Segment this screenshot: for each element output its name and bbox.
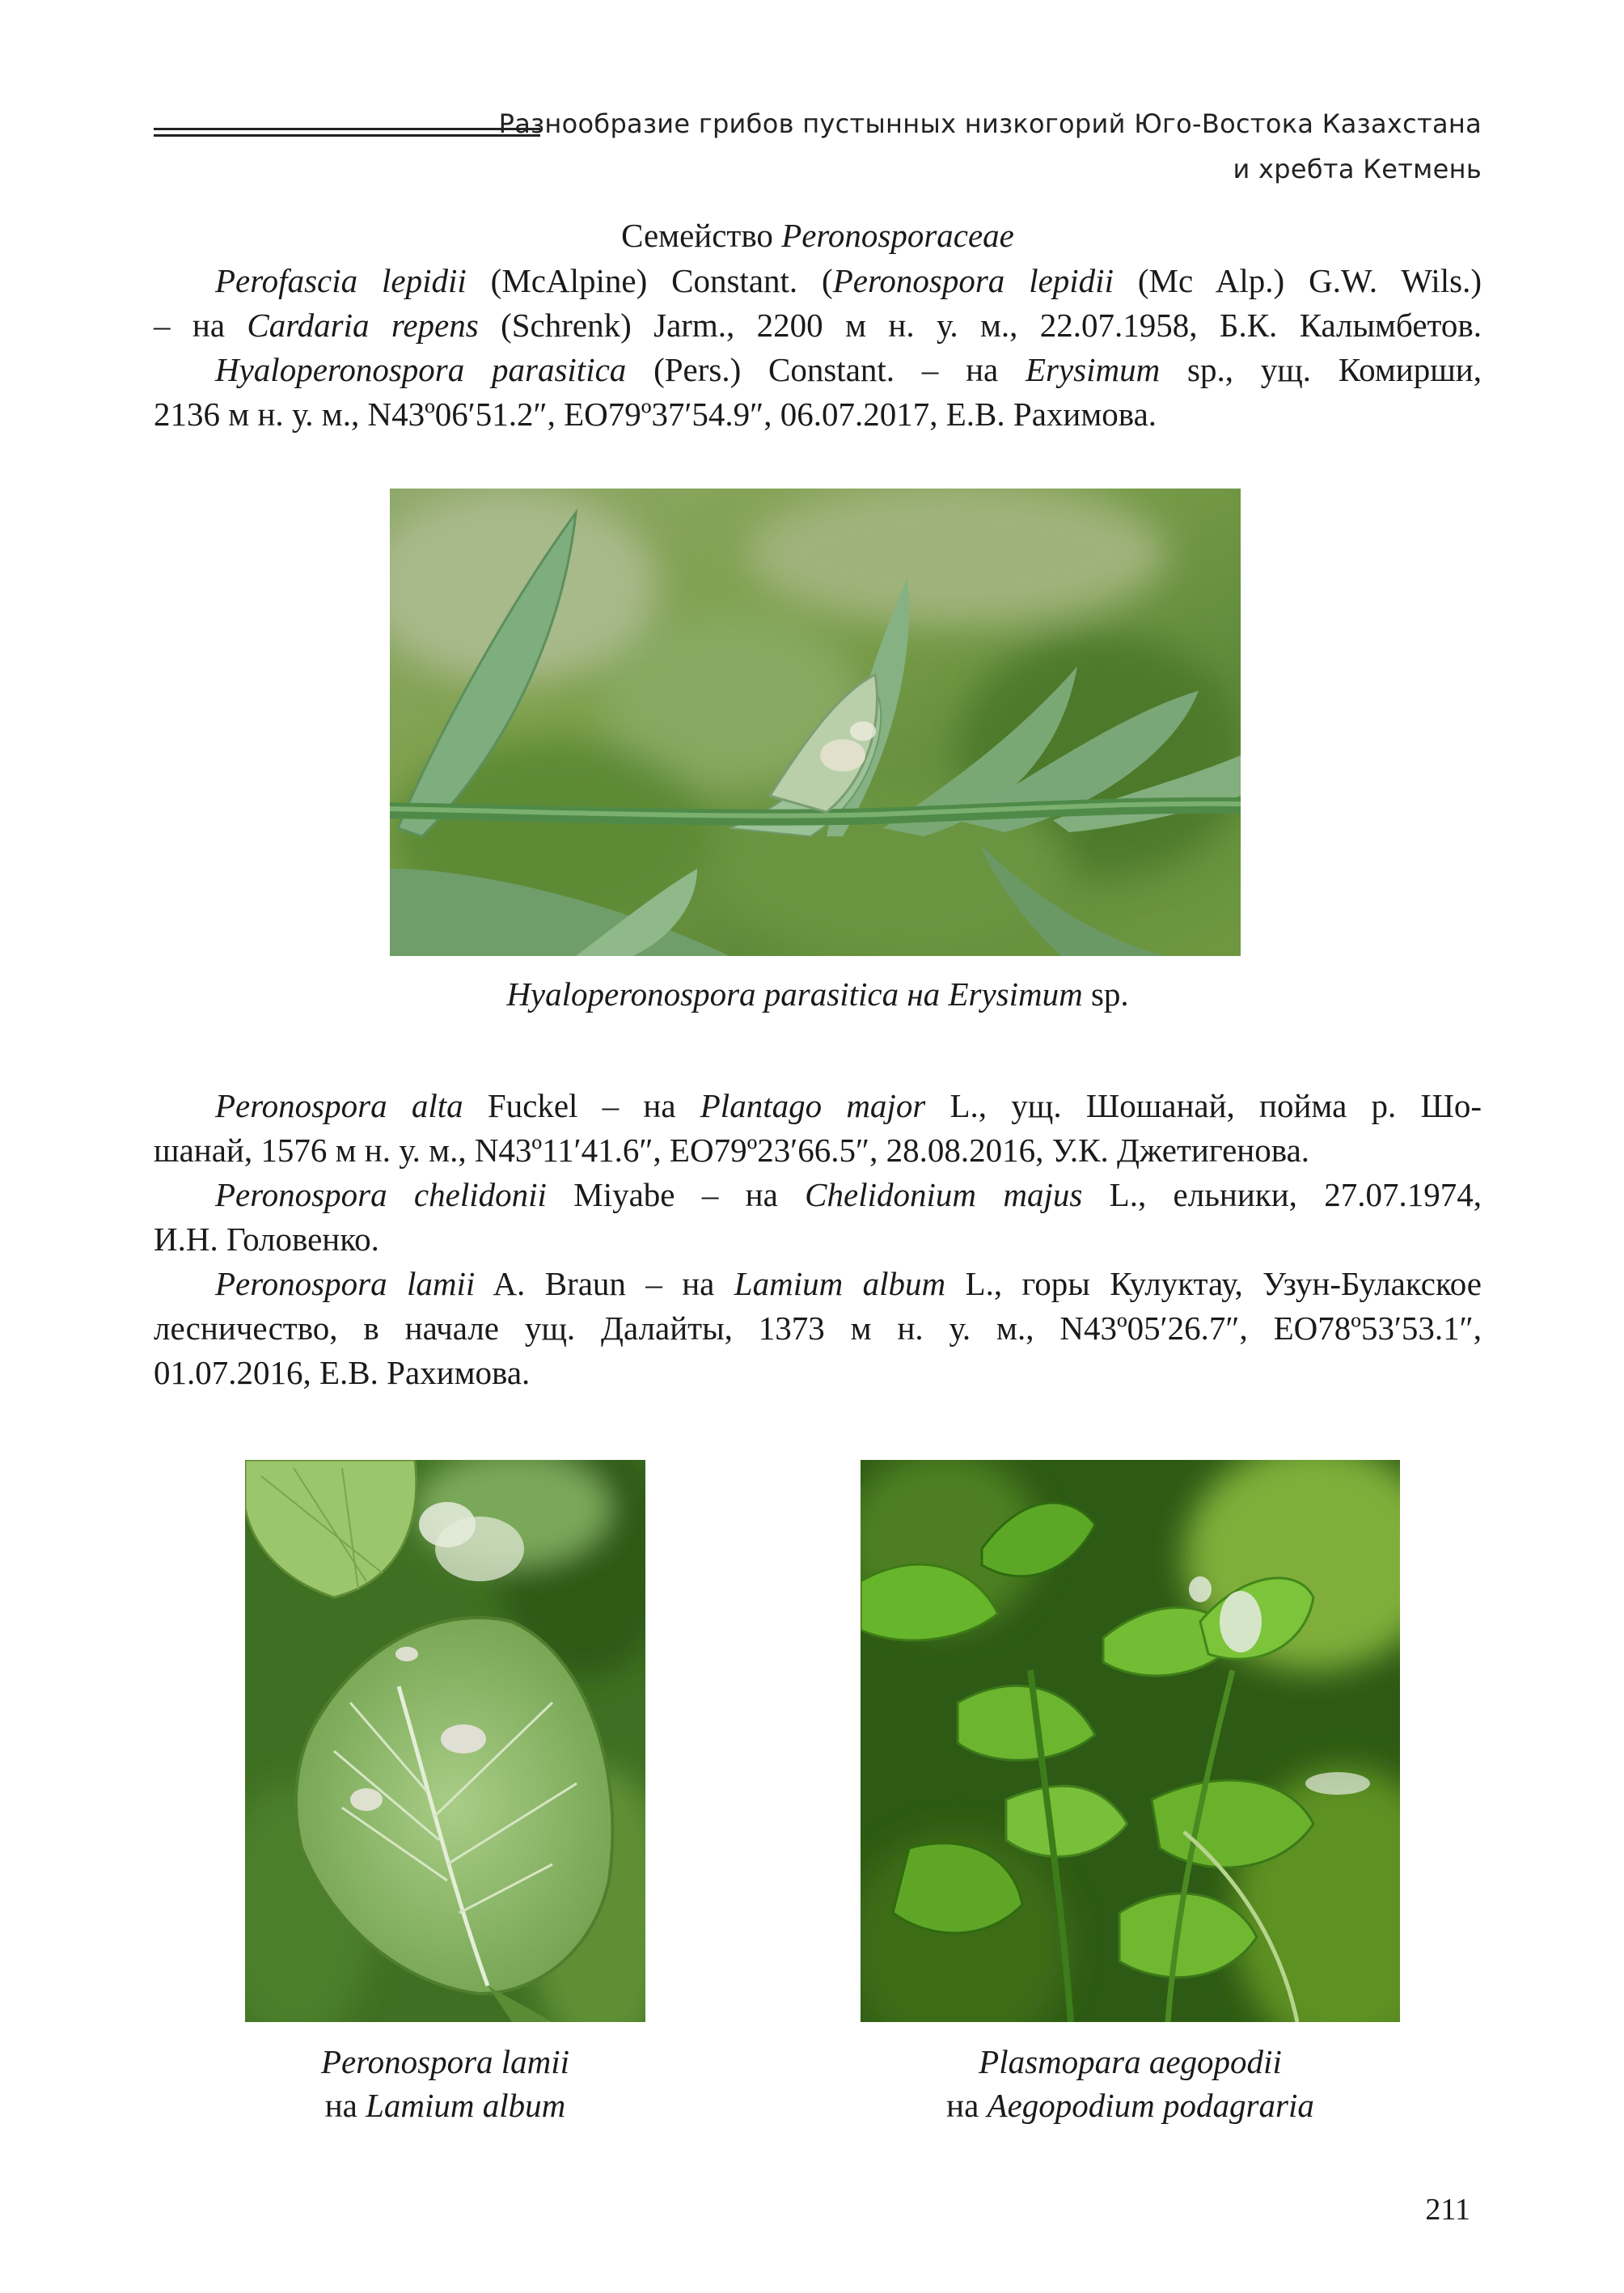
caption-host: Aegopodium podagraria: [987, 2087, 1314, 2124]
entry-text: L., ельники, 27.07.1974,: [1082, 1176, 1482, 1213]
header-rule-top: [154, 128, 540, 130]
caption-text: на: [899, 975, 949, 1013]
species-name: Peronospora alta: [215, 1087, 463, 1124]
caption-text: на: [324, 2087, 366, 2124]
host-name: Lamium album: [734, 1265, 946, 1302]
entry-4-line-2: И.Н. Головенко.: [154, 1221, 379, 1258]
entry-5-line-2: лесничество, в начале ущ. Далайты, 1373 м н. у. м., N43º05′26.7″, EO78º53′53.1″,: [154, 1309, 1482, 1347]
running-header-line2: и хребта Кетмень: [1233, 154, 1482, 184]
family-prefix: Семейство: [621, 217, 782, 254]
entry-text: (Pers.) Constant. – на: [626, 351, 1026, 388]
caption-species: Peronospora lamii: [320, 2043, 570, 2080]
entry-3-line-2: шанай, 1576 м н. у. м., N43º11′41.6″, EO79º23′66.5″, 28.08.2016, У.К. Джетигенова.: [154, 1132, 1310, 1169]
entry-text: Miyabe – на: [546, 1176, 806, 1213]
species-name: Peronospora lamii: [215, 1265, 476, 1302]
family-heading: [154, 214, 1482, 258]
entry-text: (McAlpine) Constant. (: [466, 262, 833, 299]
entry-text: A. Braun – на: [475, 1265, 734, 1302]
caption-host: Erysimum: [948, 975, 1083, 1013]
entry-3-line-1: [154, 1084, 1482, 1128]
entry-text: L., ущ. Шошанай, пойма р. Шо-: [925, 1087, 1482, 1124]
family-name: Peronosporaceae: [781, 217, 1014, 254]
entry-text: L., горы Кулуктау, Узун-Булакское: [945, 1265, 1482, 1302]
host-name: Cardaria repens: [247, 307, 479, 344]
entry-2-line-1: [154, 348, 1482, 392]
photo-lamium: [245, 1460, 645, 2022]
entry-text: (Mc Alp.) G.W. Wils.): [1113, 262, 1482, 299]
host-name: Chelidonium majus: [805, 1176, 1083, 1213]
entry-text: Fuckel – на: [463, 1087, 700, 1124]
host-name: Plantago major: [700, 1087, 926, 1124]
photo-aegopodium: [861, 1460, 1400, 2022]
caption-text: sp.: [1082, 975, 1129, 1013]
caption-host: Lamium album: [366, 2087, 566, 2124]
page-number: 211: [1425, 2193, 1470, 2227]
entry-1-line-1: [154, 259, 1482, 303]
entry-text: – на: [154, 307, 247, 344]
figure-1-caption: [154, 972, 1482, 1016]
caption-text: на: [946, 2087, 988, 2124]
entry-4-line-1: [154, 1173, 1482, 1217]
header-rule-bottom: [154, 134, 540, 137]
entry-2-line-2: 2136 м н. у. м., N43º06′51.2″, EO79º37′54.9″, 06.07.2017, Е.В. Рахимова.: [154, 396, 1157, 433]
caption-species: Plasmopara aegopodii: [979, 2043, 1282, 2080]
species-name: Peronospora chelidonii: [215, 1176, 547, 1213]
figure-3-caption: [861, 2040, 1400, 2127]
species-name: Perofascia lepidii: [215, 262, 467, 299]
photo-erysimum: [390, 489, 1241, 956]
caption-species: Hyaloperonospora parasitica: [506, 975, 899, 1013]
figure-2-caption: [245, 2040, 645, 2127]
host-name: Erysimum: [1025, 351, 1161, 388]
running-header-line1: Разнообразие грибов пустынных низкогорий Юго-Востока Казахстана: [498, 108, 1482, 139]
entry-1-line-2: [154, 303, 1482, 348]
entry-5-line-3: 01.07.2016, Е.В. Рахимова.: [154, 1354, 531, 1391]
species-name: Hyaloperonospora parasitica: [215, 351, 627, 388]
entry-text: (Schrenk) Jarm., 2200 м н. у. м., 22.07.1958, Б.К. Калымбетов.: [478, 307, 1482, 344]
entry-text: sp., ущ. Комирши,: [1160, 351, 1482, 388]
entry-5-line-1: [154, 1262, 1482, 1306]
species-name: Peronospora lepidii: [832, 262, 1114, 299]
